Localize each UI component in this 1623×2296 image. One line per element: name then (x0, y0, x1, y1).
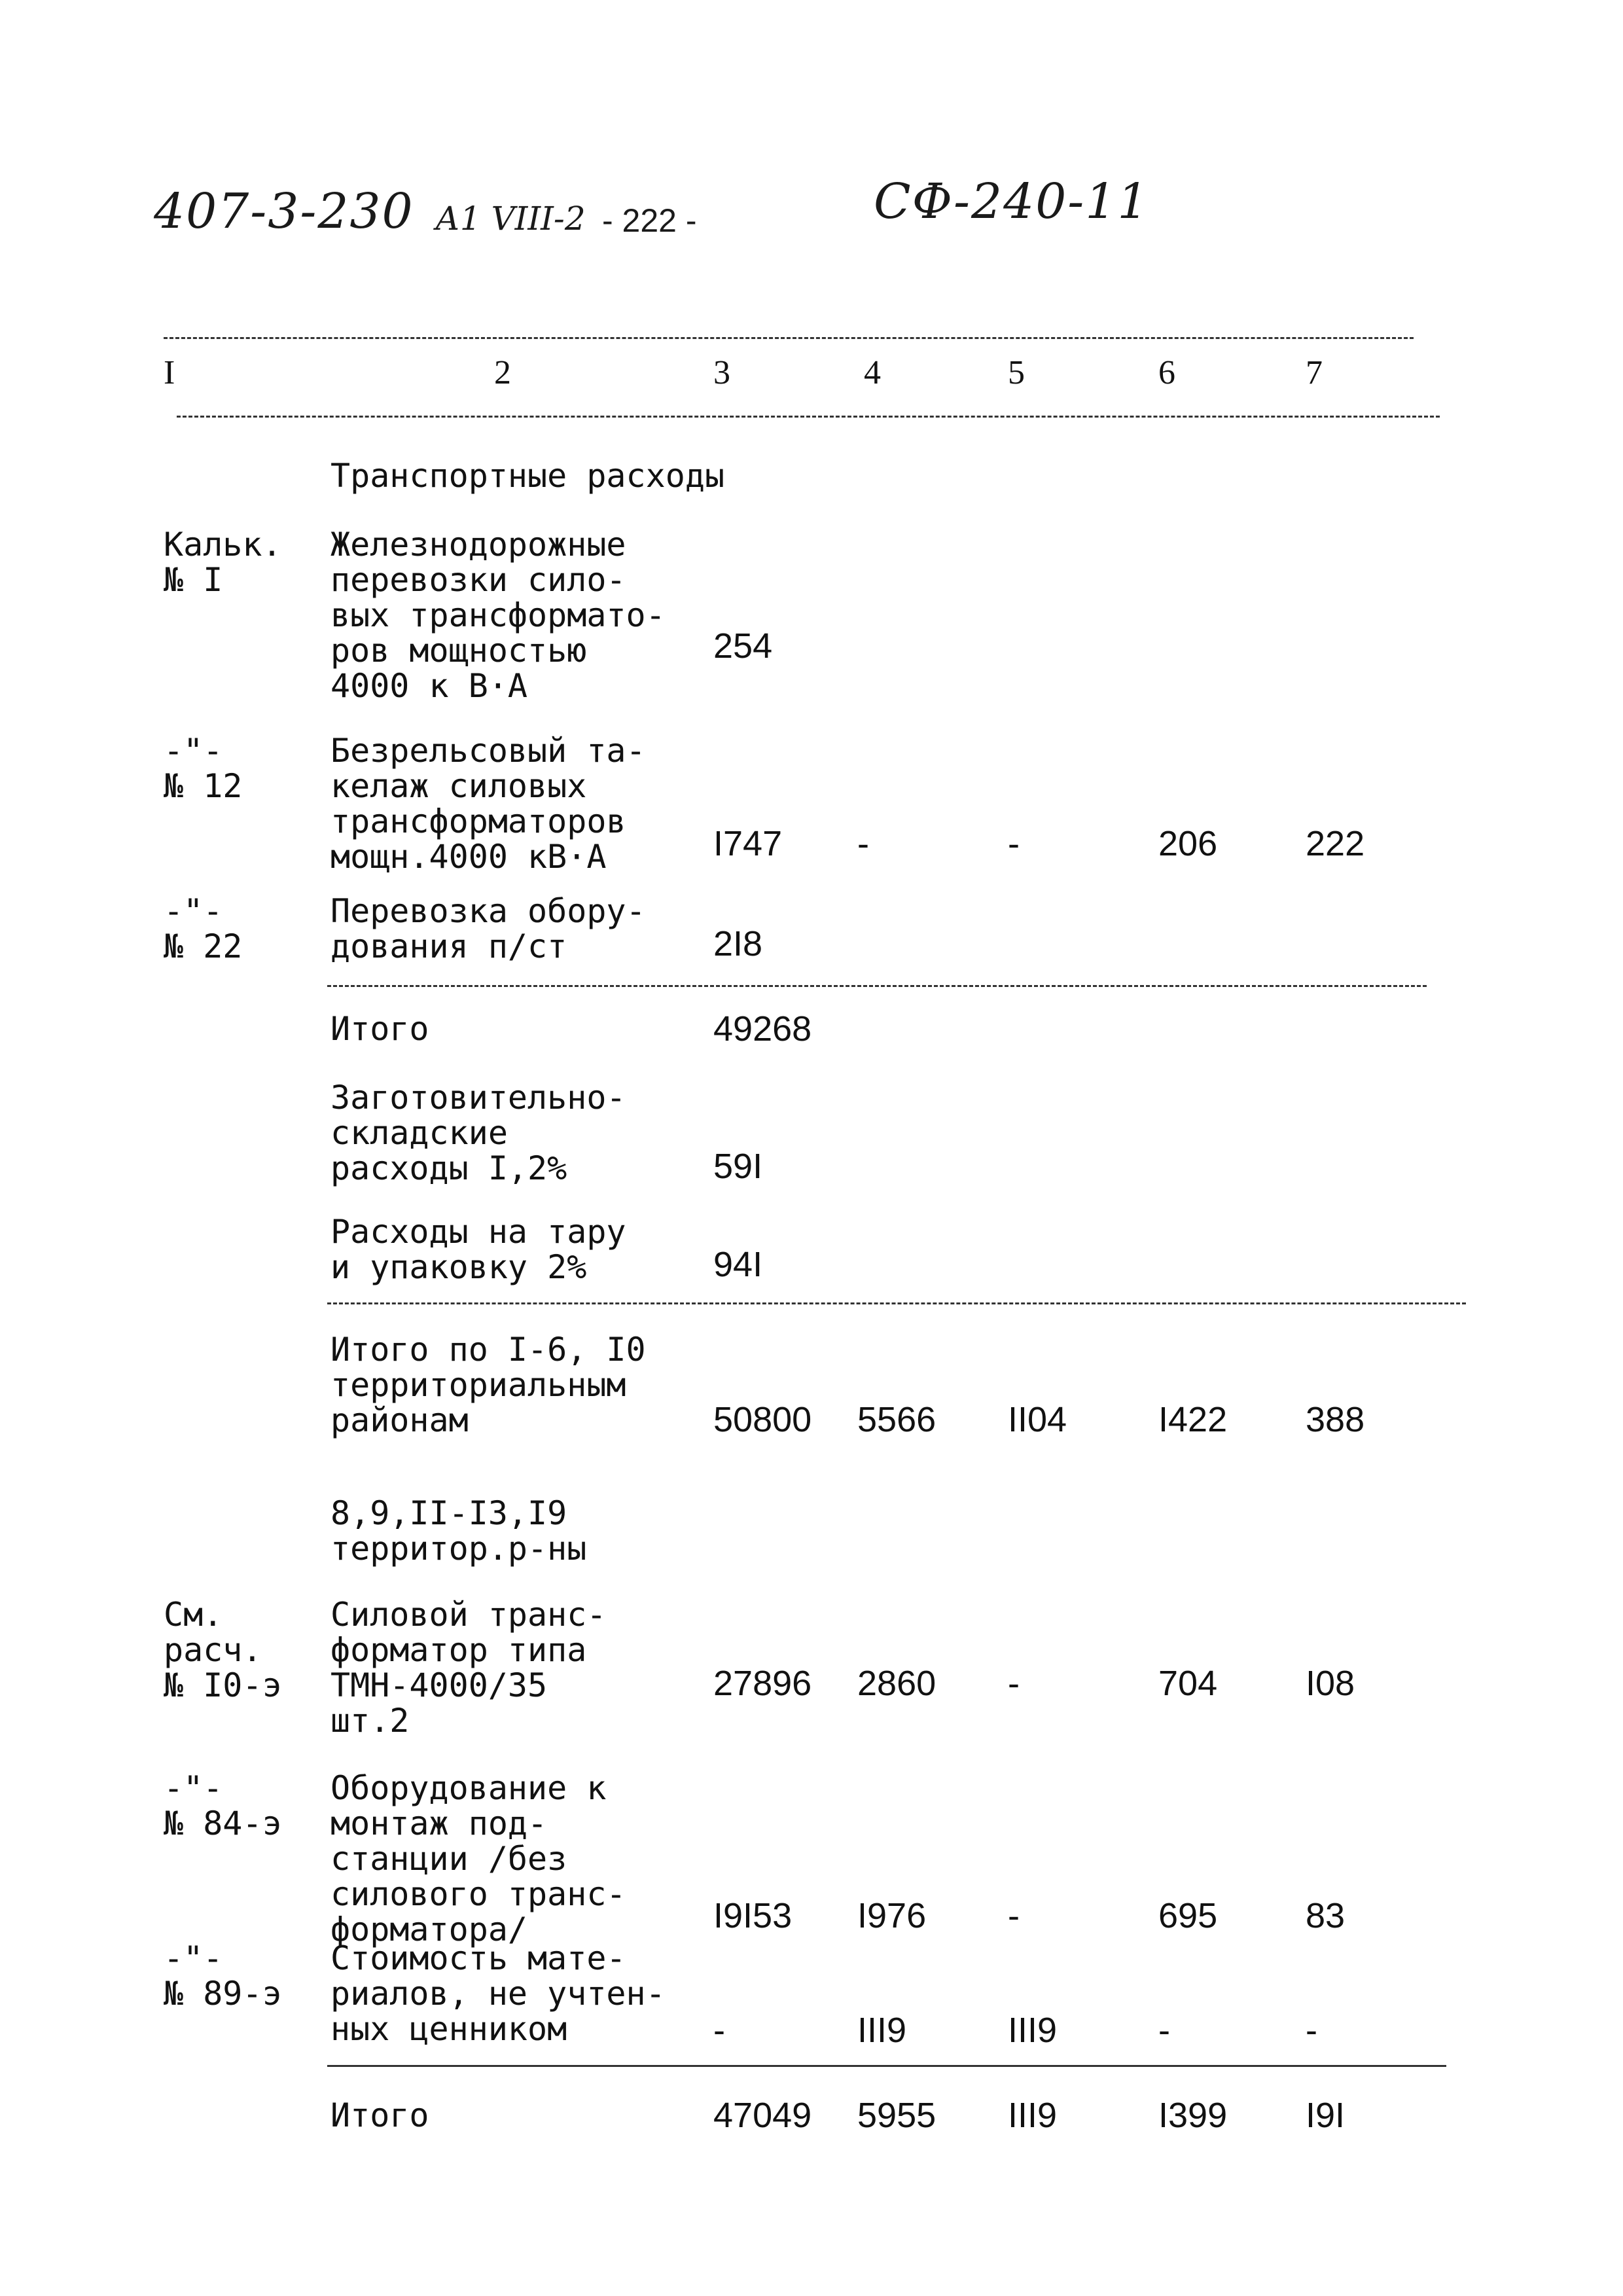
row-7-col4: 5566 (857, 1400, 936, 1439)
row-10-col5: - (1008, 1896, 1020, 1935)
row-9-ref: См. расч. № I0-э (164, 1596, 282, 1704)
row-7-col3: 50800 (713, 1400, 812, 1439)
page-number: - 222 - (602, 202, 697, 239)
row-9-col6: 704 (1158, 1664, 1218, 1703)
row-9-name: Силовой транс- форматор типа ТМН-4000/35 шт.2 (330, 1596, 607, 1740)
row-7-col6: I422 (1158, 1400, 1228, 1439)
row-11-col6: - (1158, 2011, 1170, 2050)
row-2-col3: I747 (713, 824, 783, 863)
row-2-col4: - (857, 824, 869, 863)
row-2-col6: 206 (1158, 824, 1218, 863)
row-10-col3: I9I53 (713, 1896, 793, 1935)
row-5-col3: 59I (713, 1147, 763, 1186)
column-number-3: 3 (713, 354, 730, 391)
column-number-1: I (164, 354, 175, 391)
row-12-col6: I399 (1158, 2096, 1228, 2135)
row-9-col4: 2860 (857, 1664, 936, 1703)
row-3-ref: -"- № 22 (164, 892, 243, 965)
row-5-name: Заготовительно- складские расходы I,2% (330, 1079, 626, 1187)
row-12-col7: I9I (1306, 2096, 1346, 2135)
row-12-col4: 5955 (857, 2096, 936, 2135)
row-10-ref: -"- № 84-э (164, 1769, 282, 1842)
subtotal-rule-1 (327, 985, 1427, 987)
subtotal-rule-2 (327, 1302, 1466, 1304)
row-10-name: Оборудование к монтаж под- станции /без силового транс- форматора/ (330, 1769, 626, 1948)
column-number-7: 7 (1306, 354, 1323, 391)
row-2-ref: -"- № 12 (164, 732, 243, 805)
row-12-name: Итого (330, 2096, 429, 2134)
header-bottom-rule (177, 416, 1440, 418)
row-10-col6: 695 (1158, 1896, 1218, 1935)
row-9-col5: - (1008, 1664, 1020, 1703)
row-4-col3: 49268 (713, 1009, 812, 1049)
table-top-rule (164, 337, 1414, 339)
row-11-col5: III9 (1008, 2011, 1058, 2050)
row-11-col4: III9 (857, 2011, 907, 2050)
row-12-col5: III9 (1008, 2096, 1058, 2135)
row-1-col3: 254 (713, 626, 773, 666)
row-7-col7: 388 (1306, 1400, 1365, 1439)
row-9-col7: I08 (1306, 1664, 1355, 1703)
row-7-col5: II04 (1008, 1400, 1067, 1439)
row-6-name: Расходы на тару и упаковку 2% (330, 1213, 626, 1286)
row-11-name: Стоимость мате- риалов, не учтен- ных ценником (330, 1939, 666, 2048)
column-number-4: 4 (864, 354, 881, 391)
row-10-col4: I976 (857, 1896, 927, 1935)
volume-mark: А1 VIII-2 (435, 200, 586, 238)
total-rule (327, 2065, 1446, 2067)
row-9-col3: 27896 (713, 1664, 812, 1703)
column-number-6: 6 (1158, 354, 1175, 391)
row-3-col3: 2I8 (713, 924, 763, 963)
row-2-name: Безрельсовый та- келаж силовых трансформаторов мощн.4000 кВ·А (330, 732, 646, 876)
row-11-col7: - (1306, 2011, 1317, 2050)
row-11-col3: - (713, 2011, 725, 2050)
row-8-name: 8,9,II-I3,I9 территор.р-ны (330, 1494, 587, 1568)
row-1-ref: Кальк. № I (164, 526, 282, 599)
row-12-col3: 47049 (713, 2096, 812, 2135)
sheet-code: СФ-240-11 (874, 173, 1150, 230)
row-4-name: Итого (330, 1010, 429, 1048)
row-7-name: Итого по I-6, I0 территориальным районам (330, 1331, 646, 1439)
column-number-2: 2 (494, 354, 511, 391)
row-2-col7: 222 (1306, 824, 1365, 863)
row-6-col3: 94I (713, 1245, 763, 1284)
column-number-5: 5 (1008, 354, 1025, 391)
row-10-col7: 83 (1306, 1896, 1346, 1935)
document-code: 407-3-230 (154, 183, 414, 240)
section-heading: Транспортные расходы (330, 457, 725, 495)
row-3-name: Перевозка обору- дования п/ст (330, 892, 646, 965)
row-1-name: Железнодорожные перевозки сило- вых трансформато- ров мощностью 4000 к В·А (330, 526, 666, 705)
row-11-ref: -"- № 89-э (164, 1939, 282, 2013)
row-2-col5: - (1008, 824, 1020, 863)
